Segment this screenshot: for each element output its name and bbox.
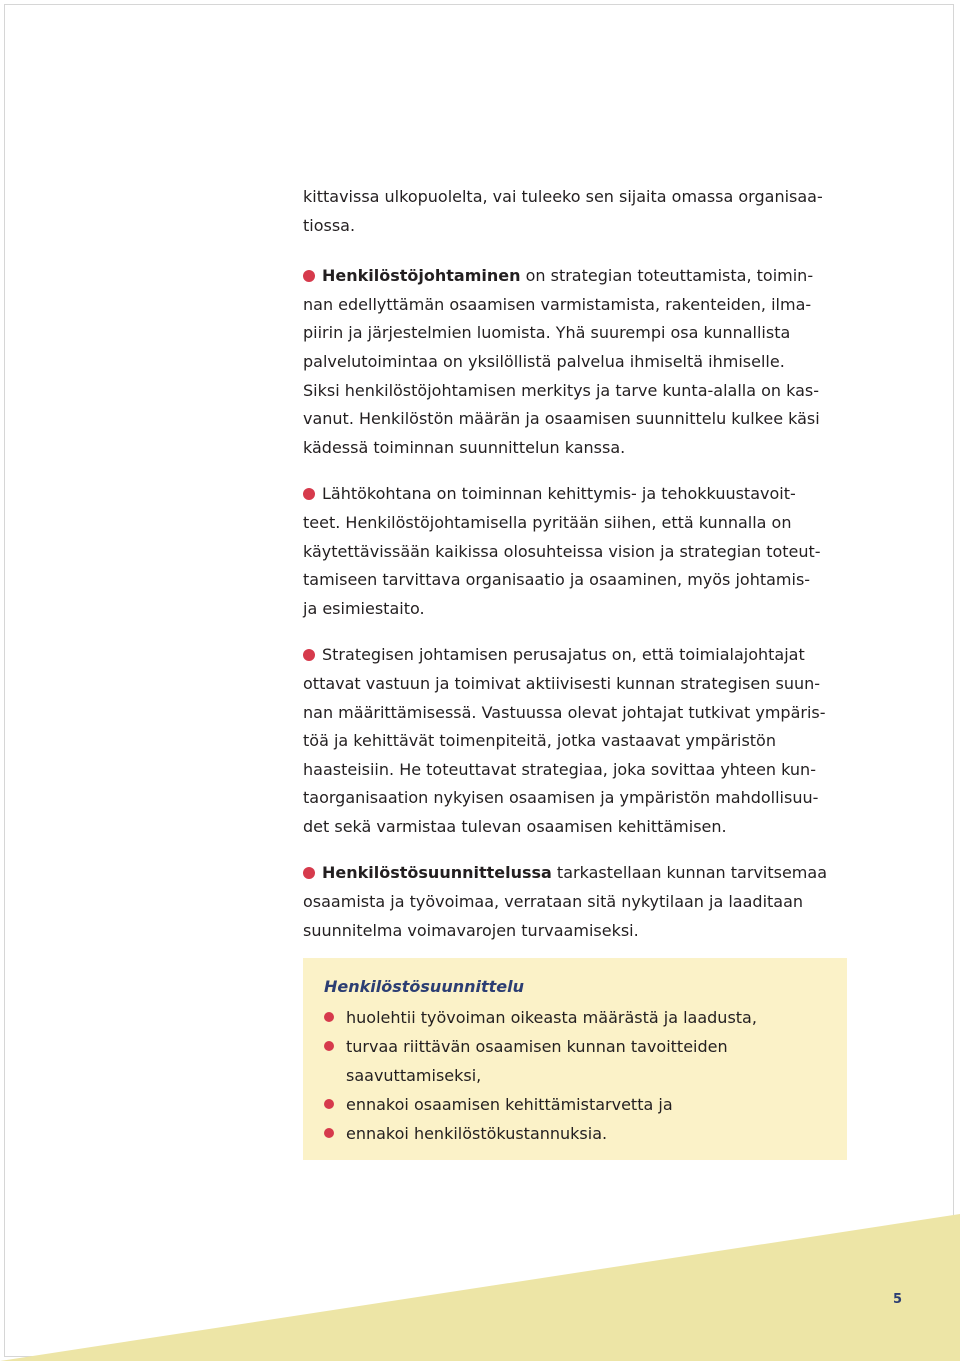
list-item: [324, 1003, 827, 1032]
list-item: [324, 1119, 827, 1148]
line: ottavat vastuun ja toimivat aktiivisesti kunnan strategisen suun-: [303, 673, 821, 693]
highlight-box: [303, 958, 847, 1160]
box-title: Henkilöstösuunnittelu: [324, 977, 524, 996]
red-bullet-icon: [303, 649, 315, 661]
bold-term: Henkilöstöjohtaminen: [322, 266, 521, 286]
red-bullet-icon: [303, 867, 315, 879]
list-item-text: ennakoi osaamisen kehittämistarvetta ja: [346, 1095, 673, 1114]
line: on strategian toteuttamista, toimin-: [520, 266, 814, 286]
line: nan määrittämisessä. Vastuussa olevat johtajat tutkivat ympäris-: [303, 702, 826, 722]
red-bullet-icon: [324, 1128, 334, 1138]
paragraph-continuation: [303, 183, 848, 240]
line: ja esimiestaito.: [303, 598, 425, 618]
line: kittavissa ulkopuolelta, vai tuleeko sen sijaita omassa organisaa-: [303, 187, 823, 206]
line: tiossa.: [303, 215, 356, 235]
line: kädessä toiminnan suunnittelun kanssa.: [303, 437, 626, 457]
line: palvelutoimintaa on yksilöllistä palvelua ihmiseltä ihmiselle.: [303, 351, 785, 371]
line: tarkastellaan kunnan tarvitsemaa: [551, 863, 827, 883]
paragraph-henkilostosuunnittelu: [303, 859, 848, 945]
red-bullet-icon: [324, 1041, 334, 1051]
list-item-text: turvaa riittävän osaamisen kunnan tavoitteiden: [346, 1037, 728, 1056]
line: tamiseen tarvittava organisaatio ja osaaminen, myös johtamis-: [303, 570, 811, 590]
line: piirin ja järjestelmien luomista. Yhä suurempi osa kunnallista: [303, 323, 791, 343]
line: suunnitelma voimavarojen turvaamiseksi.: [303, 920, 639, 940]
line: vanut. Henkilöstön määrän ja osaamisen suunnittelu kulkee käsi: [303, 409, 820, 429]
line: nan edellyttämän osaamisen varmistamista, rakenteiden, ilma-: [303, 294, 812, 314]
list-item: [324, 1032, 827, 1090]
line: teet. Henkilöstöjohtamisella pyritään siihen, että kunnalla on: [303, 512, 792, 532]
line: töä ja kehittävät toimenpiteitä, jotka vastaavat ympäristön: [303, 731, 776, 751]
bold-term: Henkilöstösuunnittelussa: [322, 863, 552, 883]
line: Strategisen johtamisen perusajatus on, että toimialajohtajat: [322, 645, 805, 665]
box-list: [324, 1003, 827, 1148]
page-number: 5: [893, 1292, 903, 1307]
list-item-text: huolehtii työvoiman oikeasta määrästä ja laadusta,: [346, 1008, 757, 1027]
list-item-text-continued: saavuttamiseksi,: [346, 1066, 482, 1085]
list-item-text: ennakoi henkilöstökustannuksia.: [346, 1124, 608, 1143]
paragraph-henkilostojohtaminen: [303, 262, 848, 462]
red-bullet-icon: [324, 1012, 334, 1022]
line: käytettävissään kaikissa olosuhteissa vision ja strategian toteut-: [303, 541, 821, 561]
red-bullet-icon: [324, 1099, 334, 1109]
red-bullet-icon: [303, 270, 315, 282]
line: det sekä varmistaa tulevan osaamisen kehittämisen.: [303, 816, 727, 836]
line: taorganisaation nykyisen osaamisen ja ympäristön mahdollisuu-: [303, 788, 819, 808]
list-item: [324, 1090, 827, 1119]
red-bullet-icon: [303, 488, 315, 500]
bottom-decorative-band: [0, 1200, 960, 1361]
line: osaamista ja työvoimaa, verrataan sitä nykytilaan ja laaditaan: [303, 892, 804, 912]
line: Lähtökohtana on toiminnan kehittymis- ja tehokkuustavoit-: [322, 484, 796, 504]
line: Siksi henkilöstöjohtamisen merkitys ja tarve kunta-alalla on kas-: [303, 380, 820, 400]
line: haasteisiin. He toteuttavat strategiaa, joka sovittaa yhteen kun-: [303, 759, 816, 779]
main-text-column: [303, 183, 848, 945]
paragraph-lahtokohta: [303, 480, 848, 623]
paragraph-strateginen-johtaminen: [303, 641, 848, 841]
